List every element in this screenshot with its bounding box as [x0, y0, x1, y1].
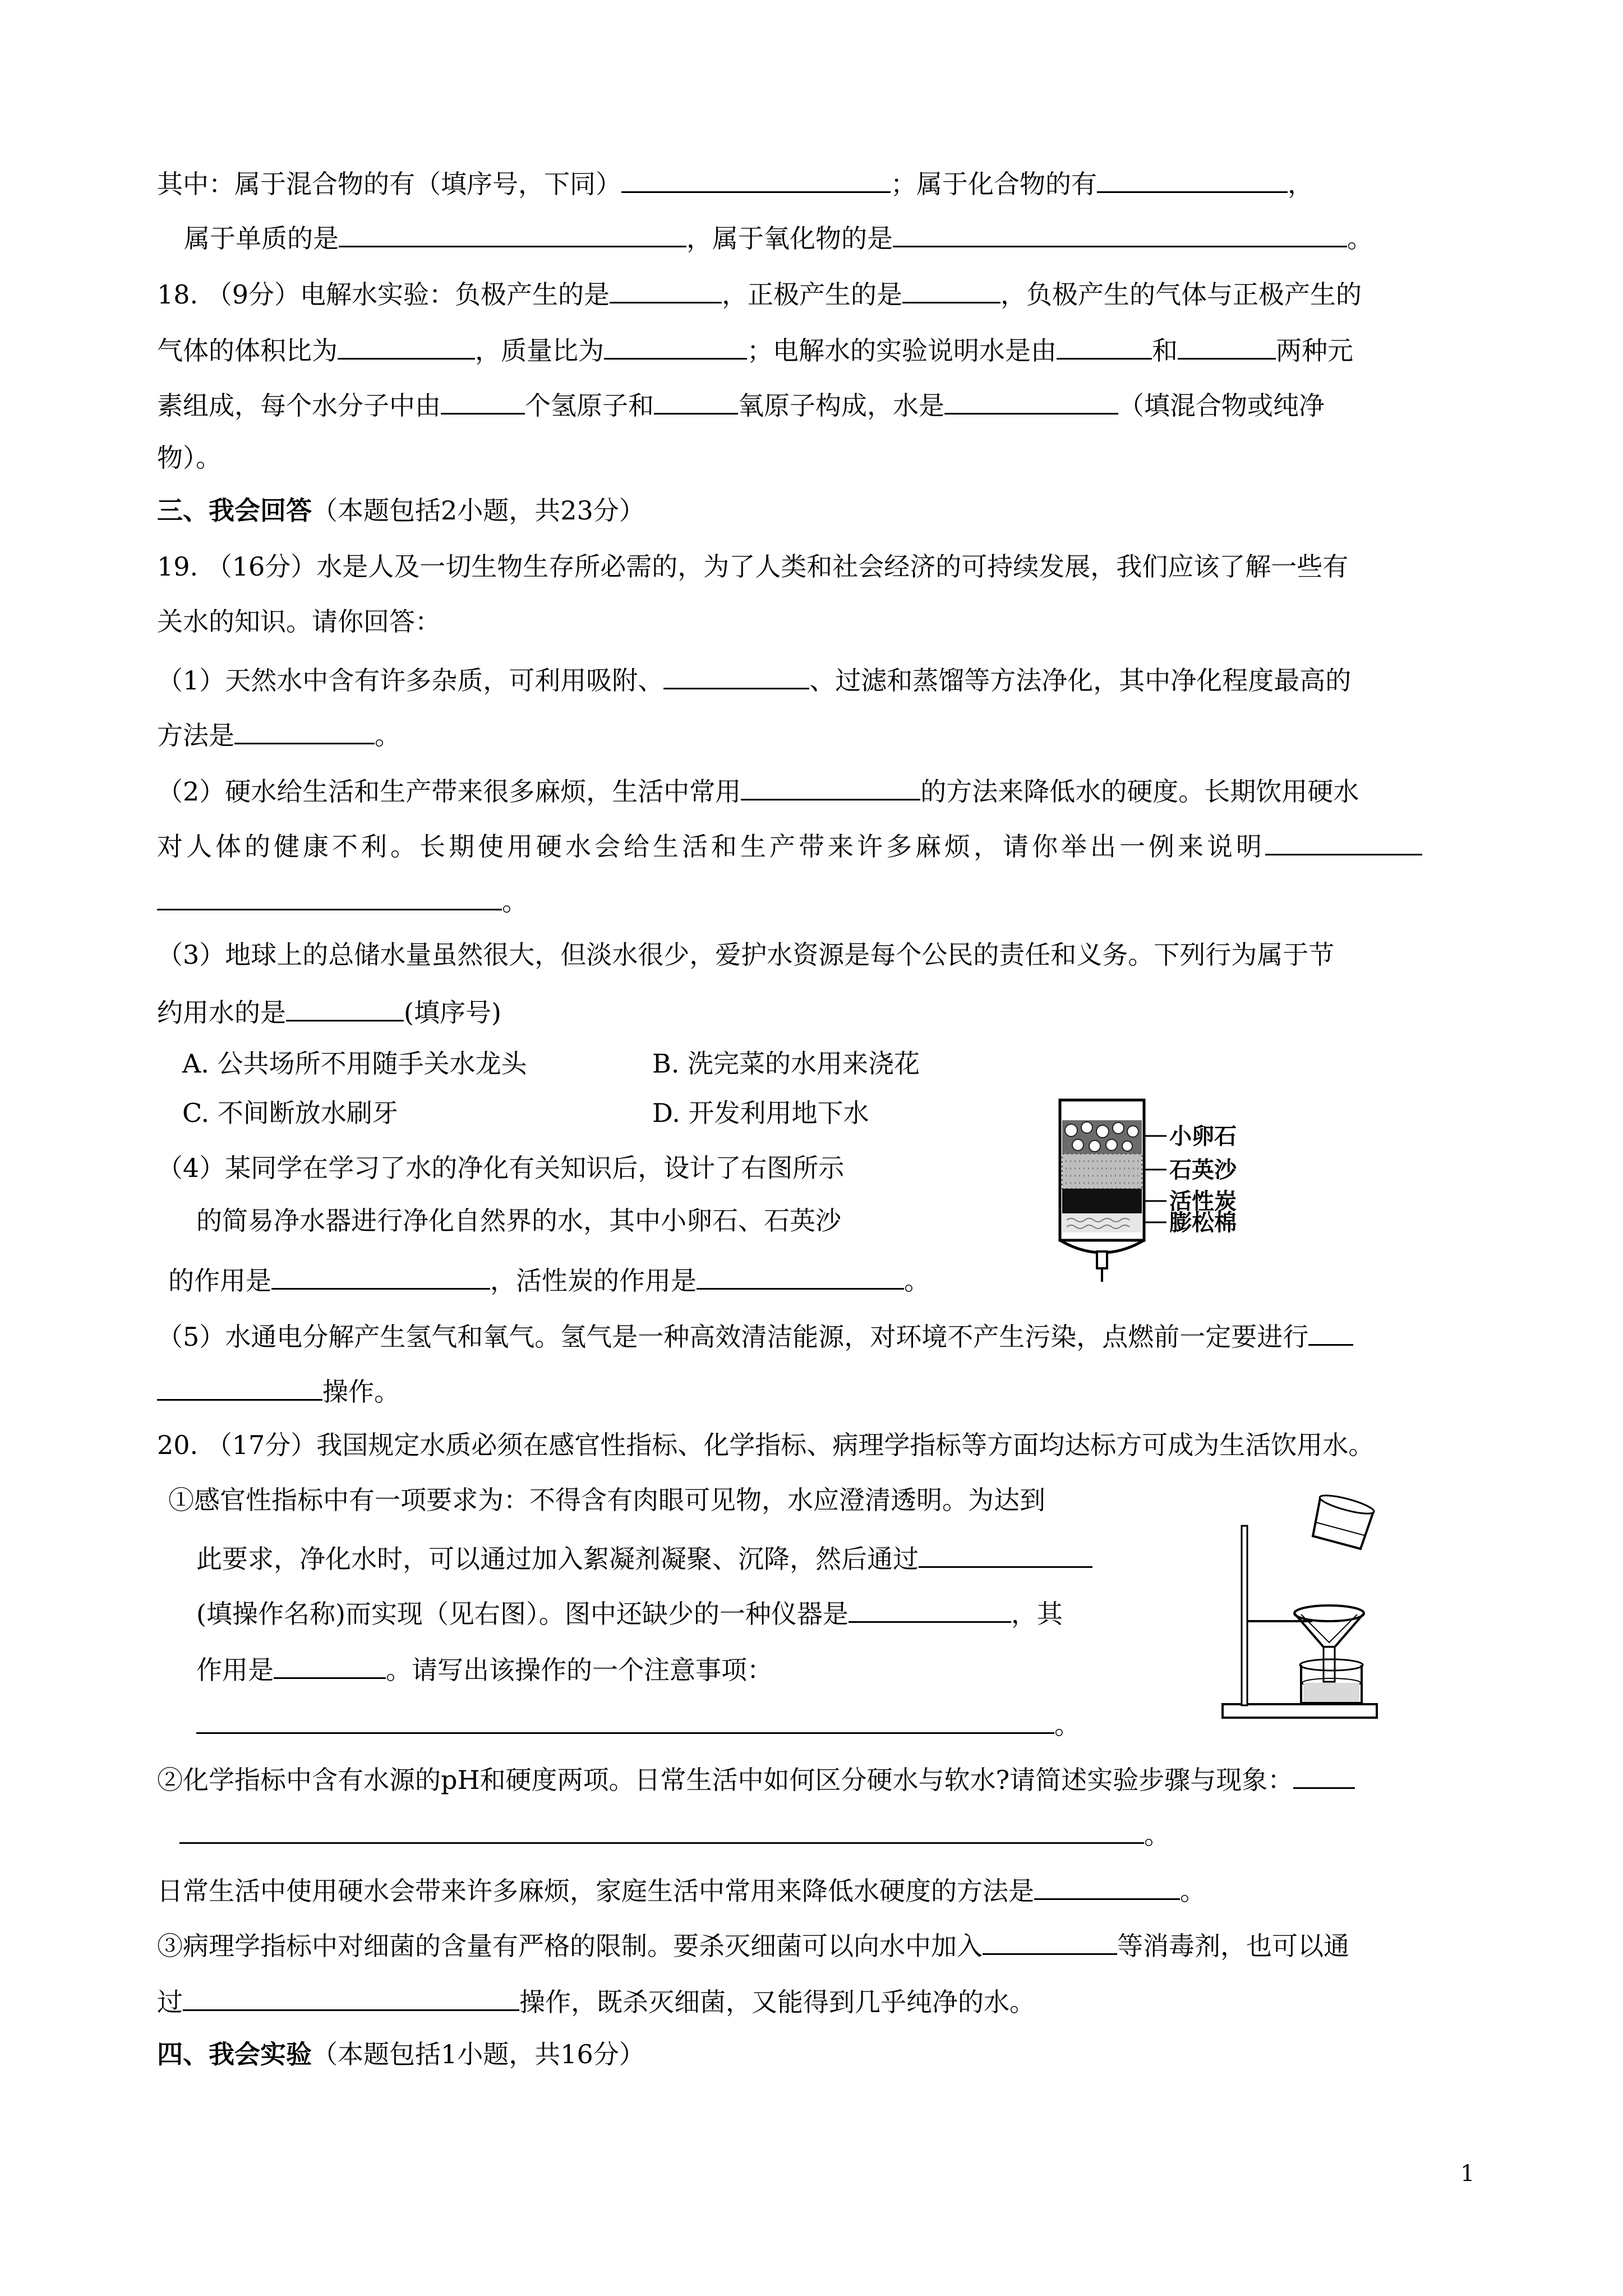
- cotton-layer: [1062, 1213, 1142, 1232]
- q18-line-2: 气体的体积比为 ，质量比为 ；电解水的实验说明水是由 和 两种元: [157, 331, 1353, 367]
- label-cotton: 膨松棉: [1169, 1209, 1237, 1236]
- answer-blank-volume-ratio[interactable]: [338, 331, 475, 360]
- answer-blank-element-2[interactable]: [1178, 331, 1276, 360]
- answer-blank-hard-water-example[interactable]: [1265, 827, 1422, 855]
- answer-blank-anode-gas[interactable]: [902, 275, 1000, 303]
- answer-blank-precaution[interactable]: [196, 1705, 1054, 1734]
- answer-blank-hydrogen-check-2[interactable]: [157, 1372, 322, 1401]
- q20-part-1: ①感官性指标中有一项要求为：不得含有肉眼可见物，水应澄清透明。为达到: [168, 1485, 1045, 1515]
- q20-part-3: ③病理学指标中对细菌的含量有严格的限制。要杀灭细菌可以向水中加入 等消毒剂，也可以通: [157, 1926, 1349, 1963]
- activated-carbon-layer: [1062, 1189, 1142, 1213]
- stand-rod: [1242, 1526, 1247, 1705]
- pouring-beaker: [1310, 1492, 1375, 1549]
- q19-part-5b: 操作。: [157, 1372, 400, 1409]
- answer-blank-home-softening[interactable]: [1034, 1871, 1180, 1900]
- label-gravel: 小卵石: [1169, 1123, 1237, 1149]
- quartz-sand-layer: [1062, 1154, 1142, 1189]
- q19-part-1: （1）天然水中含有许多杂质，可利用吸附、 、过滤和蒸馏等方法净化，其中净化程度最高的: [157, 661, 1351, 697]
- answer-blank-carbon-role[interactable]: [697, 1261, 904, 1290]
- answer-blank-water-type[interactable]: [944, 386, 1118, 415]
- q19-intro-1: 19. （16分）水是人及一切生物生存所必需的，为了人类和社会经济的可持续发展，我们应该了解一些有: [157, 551, 1349, 582]
- answer-blank-elements[interactable]: [339, 219, 686, 247]
- q20-part-1b: 此要求，净化水时，可以通过加入絮凝剂凝聚、沉降，然后通过: [196, 1539, 1092, 1576]
- option-b: B. 洗完菜的水用来浇花: [652, 1048, 920, 1079]
- q19-part-3: （3）地球上的总储水量虽然很大，但淡水很少，爱护水资源是每个公民的责任和义务。下列行为属于节: [157, 940, 1335, 970]
- label-quartz-sand: 石英沙: [1169, 1157, 1237, 1183]
- answer-blank-hardness-test-2[interactable]: [179, 1815, 1144, 1844]
- answer-blank-hard-water-example-2[interactable]: [157, 882, 502, 910]
- section-4-heading: 四、我会实验（本题包括1小题，共16分）: [157, 2039, 645, 2069]
- filtration-apparatus-figure: [1217, 1487, 1385, 1722]
- answer-blank-instrument-role[interactable]: [274, 1650, 386, 1679]
- q19-part-2b: 对人体的健康不利。长期使用硬水会给生活和生产带来许多麻烦，请你举出一例来说明: [157, 827, 1422, 863]
- gravel-layer: [1062, 1120, 1142, 1154]
- option-d: D. 开发利用地下水: [652, 1098, 869, 1128]
- q18-line-1: 18. （9分）电解水实验：负极产生的是 ，正极产生的是 ，负极产生的气体与正极产生的: [157, 275, 1362, 311]
- answer-blank-oxygen-count[interactable]: [654, 386, 738, 415]
- answer-blank-softening-method[interactable]: [741, 772, 920, 800]
- option-a: A. 公共场所不用随手关水龙头: [182, 1048, 527, 1079]
- answer-blank-cathode-gas[interactable]: [610, 275, 722, 303]
- water-filter-figure: [1054, 1097, 1262, 1287]
- q19-part-5: （5）水通电分解产生氢气和氧气。氢气是一种高效清洁能源，对环境不产生污染，点燃前一定要进行: [157, 1317, 1353, 1354]
- answer-blank-missing-instrument[interactable]: [849, 1594, 1011, 1623]
- option-c: C. 不间断放水刷牙: [182, 1098, 398, 1128]
- q20-part-2: ②化学指标中含有水源的pH和硬度两项。日常生活中如何区分硬水与软水?请简述实验步骤与现象：: [157, 1760, 1355, 1797]
- answer-blank-best-method[interactable]: [234, 716, 375, 744]
- q19-part-4b: 的简易净水器进行净化自然界的水，其中小卵石、石英沙: [196, 1205, 841, 1236]
- line-17-answers: 其中：属于混合物的有（填序号，下同） ；属于化合物的有 ，: [157, 164, 1313, 201]
- answer-blank-hydrogen-count[interactable]: [441, 386, 525, 415]
- q19-intro-2: 关水的知识。请你回答：: [157, 606, 441, 637]
- q19-part-4c: 的作用是 ，活性炭的作用是 。: [168, 1261, 930, 1297]
- q20-part-2c: 日常生活中使用硬水会带来许多麻烦，家庭生活中常用来降低水硬度的方法是 。: [157, 1871, 1206, 1908]
- q18-line-3: 素组成，每个水分子中由 个氢原子和 氧原子构成，水是 （填混合物或纯净: [157, 386, 1325, 422]
- q20-part-2b: 。: [157, 1815, 1170, 1852]
- answer-blank-oxides[interactable]: [893, 219, 1347, 247]
- q19-part-2: （2）硬水给生活和生产带来很多麻烦，生活中常用 的方法来降低水的硬度。长期饮用硬水: [157, 772, 1359, 808]
- q20-part-1c: (填操作名称)而实现（见右图）。图中还缺少的一种仪器是 ，其: [196, 1594, 1063, 1631]
- q19-part-1b: 方法是 。: [157, 716, 400, 752]
- q20-part-1d: 作用是 。请写出该操作的一个注意事项：: [196, 1650, 773, 1687]
- answer-blank-compounds[interactable]: [1097, 164, 1288, 193]
- stand-base: [1223, 1704, 1377, 1718]
- q19-part-2c: 。: [157, 882, 528, 918]
- q20-part-3b: 过 操作，既杀灭细菌，又能得到几乎纯净的水。: [157, 1982, 1035, 2019]
- q19-part-4: （4）某同学在学习了水的净化有关知识后，设计了右图所示: [157, 1153, 845, 1183]
- q19-part-3b: 约用水的是 (填序号): [157, 993, 501, 1029]
- page-number: 1: [1460, 2161, 1475, 2187]
- answer-blank-purification-method[interactable]: [663, 661, 809, 689]
- answer-blank-operation-name[interactable]: [919, 1539, 1092, 1568]
- label-activated-carbon: 活性炭: [1169, 1188, 1237, 1214]
- q20-intro: 20. （17分）我国规定水质必须在感官性指标、化学指标、病理学指标等方面均达标方可成为生活饮用水。: [157, 1430, 1375, 1460]
- answer-blank-disinfectant[interactable]: [983, 1926, 1117, 1955]
- answer-blank-hydrogen-check[interactable]: [1308, 1317, 1353, 1346]
- answer-blank-element-1[interactable]: [1057, 331, 1152, 360]
- q20-part-1e: 。: [196, 1705, 1080, 1742]
- answer-blank-mass-ratio[interactable]: [604, 331, 747, 360]
- answer-blank-distillation[interactable]: [183, 1982, 519, 2011]
- q18-line-4: 物）。: [157, 443, 222, 473]
- line-17-answers-2: 属于单质的是 ，属于氧化物的是 。: [184, 219, 1373, 255]
- section-3-heading: 三、我会回答（本题包括2小题，共23分）: [157, 495, 645, 526]
- answer-blank-water-saving[interactable]: [286, 993, 404, 1022]
- answer-blank-gravel-sand-role[interactable]: [271, 1261, 490, 1290]
- answer-blank-mixtures[interactable]: [621, 164, 891, 193]
- answer-blank-hardness-test[interactable]: [1293, 1760, 1355, 1789]
